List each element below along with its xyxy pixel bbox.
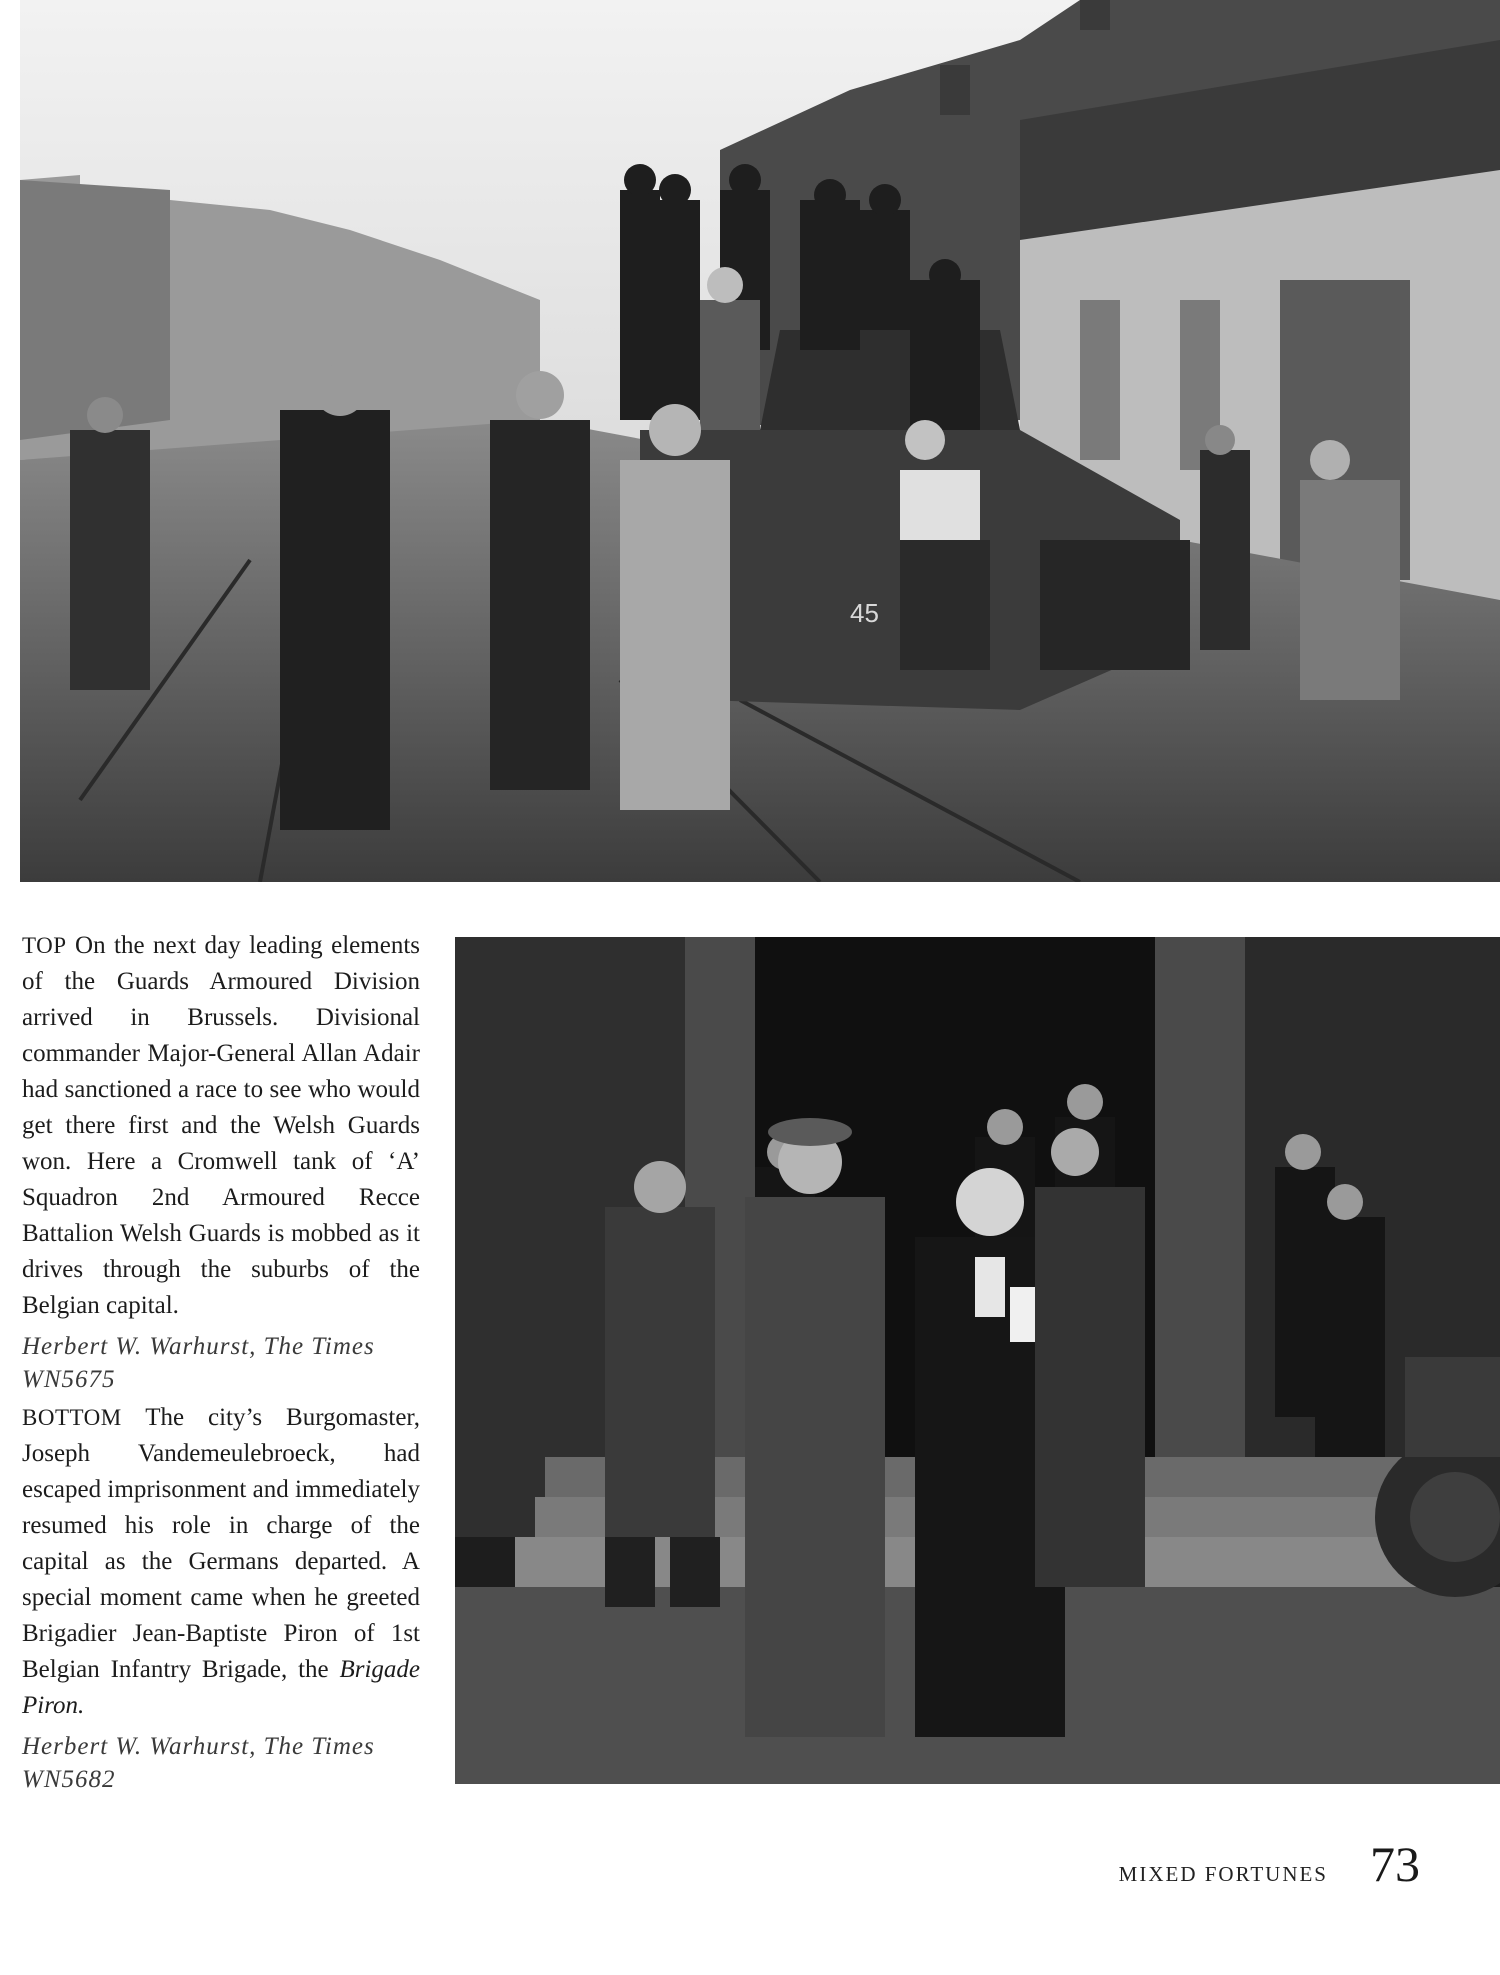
caption-bottom-tag: BOTTOM xyxy=(22,1405,122,1430)
caption-top xyxy=(22,928,420,1396)
caption-top-body: On the next day leading elements of the Guards Armoured Division arrived in Brussels. Divisional commander Major-General Allan Adair had sanctioned a race to see who would get there first and the Welsh Guards won. Here a Cromwell tank of ‘A’ Squadron 2nd Armoured Recce Battalion Welsh Guards is mobbed as it drives through the suburbs of the Belgian capital. xyxy=(22,932,420,1319)
credit-top-line2: WN5675 xyxy=(22,1366,116,1393)
tank-marking-text: 45 xyxy=(850,598,879,628)
caption-bottom-text xyxy=(22,1400,420,1724)
caption-top-text xyxy=(22,928,420,1324)
credit-top-line1: Herbert W. Warhurst, The Times xyxy=(22,1333,375,1360)
page-number: 73 xyxy=(1370,1836,1420,1892)
caption-bottom-italic: Brigade Piron. xyxy=(22,1656,420,1719)
tank-street-photo-icon xyxy=(20,0,1500,882)
photo-credit-bottom xyxy=(22,1730,420,1796)
caption-bottom xyxy=(22,1400,420,1796)
caption-top-tag: TOP xyxy=(22,933,67,958)
page-footer xyxy=(1119,1835,1420,1893)
photo-credit-top xyxy=(22,1330,420,1396)
credit-bottom-line2: WN5682 xyxy=(22,1766,116,1793)
running-head: MIXED FORTUNES xyxy=(1118,1862,1328,1886)
caption-bottom-body: The city’s Burgomaster, Joseph Vandemeulebroeck, had escaped imprisonment and immediately resumed his role in charge of the capital as the Germans departed. A special moment came when he greeted Brigadier Jean-Baptiste Piron of 1st Belgian Infantry Brigade, the xyxy=(22,1404,420,1683)
handshake-photo-icon xyxy=(455,937,1500,1784)
photo-top xyxy=(20,0,1500,882)
credit-bottom-line1: Herbert W. Warhurst, The Times xyxy=(22,1733,375,1760)
photo-bottom xyxy=(455,937,1500,1784)
